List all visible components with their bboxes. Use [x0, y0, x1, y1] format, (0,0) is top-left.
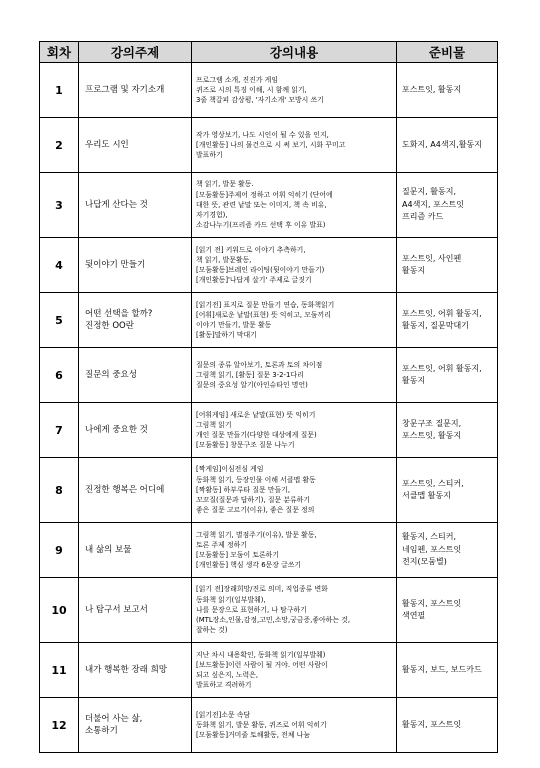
table-row [40, 403, 498, 458]
header-number: 회차 [40, 42, 79, 63]
table-row [40, 523, 498, 578]
content-line: 좋은 질문 고르기(이유), 좋은 질문 정의 [196, 506, 315, 515]
materials-line: 서클맵 활동지 [402, 491, 451, 500]
topic-cell [79, 173, 192, 238]
materials-cell [397, 698, 498, 753]
table-row [40, 348, 498, 403]
materials-line: 포스트잇, 활동지 [402, 431, 462, 440]
materials-cell [397, 578, 498, 643]
session-number-cell: 12 [40, 698, 79, 753]
header-topic: 강의주제 [79, 42, 192, 63]
topic-cell [79, 63, 192, 118]
content-line: [모둠활동] 모둠이 토론하기 [196, 551, 279, 559]
content-line: [짝게임]이심전심 게임 [196, 465, 264, 474]
content-cell [192, 348, 397, 403]
session-number-cell: 7 [40, 403, 79, 458]
topic-line: 뒷이야기 만들기 [85, 260, 146, 270]
session-number-cell: 11 [40, 643, 79, 698]
topic-line: 우리도 시인 [85, 140, 129, 150]
session-number-cell: 3 [40, 173, 79, 238]
materials-cell [397, 523, 498, 578]
content-line: [짝활동] 하부루타 질문 만들기, [196, 485, 291, 494]
topic-line: 나 탐구서 보고서 [85, 605, 148, 615]
content-line: [개인활동] 핵심 생각 6문장 글쓰기 [196, 561, 302, 570]
materials-cell [397, 403, 498, 458]
content-line: 되고 싶은지, 노력은, [196, 671, 259, 679]
header-row [40, 42, 498, 63]
materials-cell [397, 173, 498, 238]
content-line: 발표하기 [196, 151, 223, 160]
content-line: (MTL장소,인물,감정,고민,소망,궁금증,좋아하는 것, [196, 616, 351, 625]
topic-cell [79, 698, 192, 753]
content-line: 프로그램 소개, 진진가 게임 [196, 75, 278, 84]
materials-line: 활동지, 포스트잇 [402, 598, 462, 608]
content-cell [192, 118, 397, 173]
content-cell [192, 643, 397, 698]
content-line: [읽기 전]장래희망/진로 의미, 직업종류 변화 [196, 585, 328, 594]
session-number-cell: 6 [40, 348, 79, 403]
materials-line: 질문지, 활동지, [402, 187, 456, 197]
content-line: [모둠활동]거미줄 토해활동, 전체 나눔 [196, 731, 310, 740]
header-content: 강의내용 [192, 42, 397, 63]
materials-line: 색연필 [402, 611, 426, 620]
content-line: [읽기전]소문 속담 [196, 710, 251, 719]
content-line: [모둠활동]브레인 라이팅(뒷이야기 만들기) [196, 266, 325, 274]
table-row [40, 238, 498, 293]
content-line: 동화책 읽기(일부발췌), [196, 595, 266, 604]
content-line: 그림책 읽기, [활동] 질문 3-2-1다리 [196, 370, 304, 379]
topic-line: 나에게 중요한 것 [85, 425, 148, 435]
topic-line: 나답게 산다는 것 [85, 200, 148, 210]
topic-cell [79, 403, 192, 458]
materials-line: 창문구조 질문지, [402, 418, 462, 428]
topic-line: 내 삶의 보물 [85, 545, 132, 555]
content-cell [192, 698, 397, 753]
topic-line: 어떤 선택을 할까? [85, 309, 153, 319]
content-line: [읽기전] 표지로 질문 만들기 연습, 동화책읽기 [196, 300, 335, 309]
content-line: 대한 뜻, 관련 낱말 또는 이미지, 책 속 비유, [196, 200, 327, 209]
materials-cell [397, 348, 498, 403]
content-line: 동화책 읽기, 발문 활동, 퀴즈로 어휘 익히기 [196, 720, 327, 729]
session-number-cell: 10 [40, 578, 79, 643]
materials-cell [397, 643, 498, 698]
content-line: 질문의 종류 알아보기, 토론과 토의 차이점 [196, 360, 323, 369]
materials-line: 포스트잇, 활동지 [402, 84, 462, 94]
content-line: 이야기 만들기, 발문 활동 [196, 321, 272, 329]
session-number-cell: 5 [40, 293, 79, 348]
content-line: 발표하고 격려하기 [196, 681, 252, 690]
materials-line: 활동지, 포스트잇 [402, 719, 462, 729]
session-number-cell: 8 [40, 458, 79, 523]
materials-line: 포스트잇, 사인펜 [402, 253, 462, 263]
content-line: [모둠활동] 창문구조 질문 나누기 [196, 441, 295, 450]
materials-cell [397, 118, 498, 173]
content-line: [개인활동] 나의 물건으로 시 써 보기, 시화 꾸미고 [196, 140, 346, 149]
content-line: [어휘게임] 새로운 낱말(표현) 뜻 익히기 [196, 410, 316, 419]
materials-line: 네임펜, 포스트잇 [402, 544, 462, 554]
materials-cell [397, 458, 498, 523]
content-line: 그림책 읽기, 별점주기(이유), 발문 활동, [196, 530, 317, 539]
content-line: 질문의 중요성 알기(아인슈타인 명언) [196, 381, 308, 390]
content-line: [활동]말하기 막대기 [196, 331, 257, 340]
content-cell [192, 458, 397, 523]
content-cell [192, 403, 397, 458]
content-cell [192, 578, 397, 643]
content-line: 꼬꼬질(질문과 답하기), 질문 분류하기 [196, 496, 310, 505]
content-line: [보드활동]이런 사람이 될 거야. 어떤 사람이 [196, 660, 328, 669]
materials-line: 활동지 [402, 266, 426, 275]
topic-line: 더불어 사는 삶, [85, 714, 143, 724]
content-line: 소감나누기(프리즘 카드 선택 후 이유 발표) [196, 221, 326, 230]
materials-line: 포스트잇, 어휘 활동지, [402, 308, 482, 318]
content-line: [읽기 전] 키워드로 이야기 추측하기, [196, 245, 306, 254]
content-cell [192, 523, 397, 578]
lesson-plan-table [39, 41, 498, 753]
content-line: 개인 질문 만들기(다양한 대상에게 질문) [196, 431, 317, 439]
materials-cell [397, 293, 498, 348]
topic-line: 진정한 행복은 어디에 [85, 485, 165, 495]
topic-cell [79, 458, 192, 523]
table-row [40, 118, 498, 173]
topic-line: 진정한 OO란 [85, 321, 134, 331]
materials-line: 도화지, A4색지,활동지 [402, 139, 483, 149]
content-line: 책 읽기, 발문활동, [196, 255, 252, 264]
materials-line: 활동지, 보드, 보드카드 [402, 664, 482, 674]
session-number-cell: 9 [40, 523, 79, 578]
materials-cell [397, 63, 498, 118]
content-line: 지난 차시 내용확인, 동화책 읽기(일부발췌) [196, 650, 326, 659]
content-line: 나를 문장으로 표현하기, 나 탐구하기 [196, 605, 307, 614]
session-number-cell: 1 [40, 63, 79, 118]
topic-cell [79, 643, 192, 698]
topic-cell [79, 118, 192, 173]
content-cell [192, 63, 397, 118]
topic-cell [79, 578, 192, 643]
content-line: 자기경험), [196, 211, 228, 220]
table-row [40, 578, 498, 643]
content-cell [192, 173, 397, 238]
table-row [40, 643, 498, 698]
materials-line: 활동지 [402, 376, 426, 385]
content-line: 3줄 책갈피 감상평, '자기소개' 모방시 쓰기 [196, 96, 324, 105]
table-row [40, 173, 498, 238]
topic-line: 소통하기 [85, 726, 118, 736]
materials-line: 전지(모둠별) [402, 557, 447, 567]
content-line: 토론 주제 정하기 [196, 540, 247, 549]
topic-line: 질문의 중요성 [85, 370, 137, 380]
materials-line: A4색지, 포스트잇 [402, 199, 465, 209]
materials-line: 활동지, 스티커, [402, 532, 456, 542]
materials-line: 프리즘 카드 [402, 212, 444, 222]
content-line: [모둠활동]주제어 정하고 어휘 익히기 (단어에 [196, 190, 333, 199]
content-cell [192, 238, 397, 293]
table-row [40, 458, 498, 523]
topic-cell [79, 293, 192, 348]
table-row [40, 698, 498, 753]
header-materials: 준비물 [397, 42, 498, 63]
content-line: 작가 영상보기, 나도 시인이 될 수 있을 인지, [196, 130, 329, 139]
table-row [40, 63, 498, 118]
topic-line: 내가 행복한 장래 희망 [85, 665, 168, 675]
topic-cell [79, 348, 192, 403]
materials-line: 활동지, 질문막대기 [402, 321, 469, 330]
table-row [40, 293, 498, 348]
topic-cell [79, 523, 192, 578]
content-line: [개인활동]'나답게 살기' 주제로 글짓기 [196, 276, 312, 285]
topic-cell [79, 238, 192, 293]
content-line: [어휘]새로운 낱말(표현) 뜻 익히고, 모둠끼리 [196, 310, 331, 319]
session-number-cell: 2 [40, 118, 79, 173]
session-number-cell: 4 [40, 238, 79, 293]
content-line: 잘하는 것) [196, 626, 228, 635]
content-line: 그림책 읽기 [196, 420, 232, 429]
content-cell [192, 293, 397, 348]
topic-line: 프로그램 및 자기소개 [85, 85, 165, 95]
content-line: 퀴즈로 시의 특징 이해, 시 함께 읽기, [196, 85, 307, 94]
materials-cell [397, 238, 498, 293]
content-line: 책 읽기, 발문 활동. [196, 180, 254, 189]
materials-line: 포스트잇, 어휘 활동지, [402, 363, 482, 373]
table-body [40, 63, 498, 753]
content-line: 동화책 읽기, 등장인물 이해 서클맵 활동 [196, 475, 316, 484]
materials-line: 포스트잇, 스티커, [402, 478, 464, 488]
